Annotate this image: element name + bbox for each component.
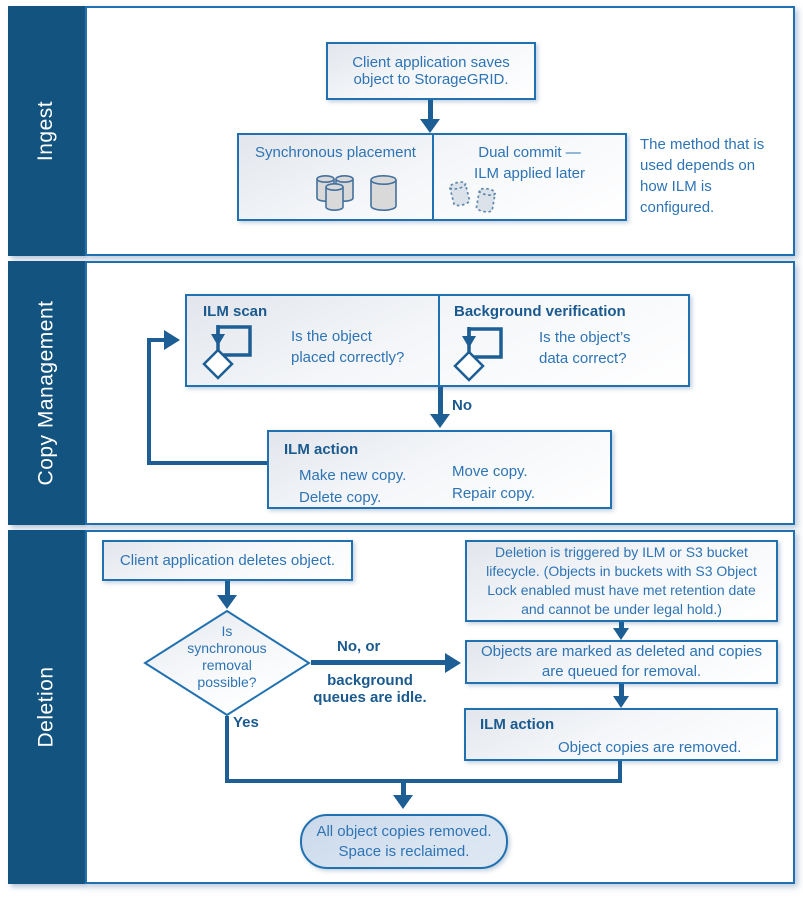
arrow-save-to-placement-line — [428, 100, 433, 121]
arrow-save-to-placement-head — [420, 119, 440, 133]
background-verification-question — [539, 327, 630, 369]
deletion-lane-label: Deletion — [34, 666, 58, 748]
decision-line: possible? — [197, 674, 257, 690]
band-label-wrap — [8, 6, 85, 256]
background-queues-label — [306, 672, 434, 706]
dual-commit-line: ILM applied later — [474, 165, 585, 182]
method-note-line: used depends on — [640, 157, 756, 174]
ilm-action-item: Move copy. — [452, 463, 528, 480]
arrow-to-terminal-head — [393, 795, 413, 809]
removal-path-vertical — [618, 761, 622, 781]
scan-verification-divider — [438, 296, 440, 385]
marked-deleted-box — [465, 640, 778, 684]
background-queues-line: background — [327, 672, 413, 689]
trigger-line: Deletion is triggered by ILM or S3 bucket — [495, 544, 748, 560]
arrow-delete-to-decision-line — [225, 581, 230, 595]
band-label-wrap — [8, 530, 85, 884]
background-verification-title: Background verification — [454, 303, 626, 320]
ilm-action-col1 — [299, 465, 406, 509]
trigger-line: and cannot be under legal hold.) — [521, 601, 722, 617]
scan-loop-icon — [199, 320, 255, 380]
scan-loop-icon — [450, 322, 506, 382]
yes-label: Yes — [233, 714, 259, 731]
background-verification-question-line: Is the object’s — [539, 329, 631, 346]
method-note-line: configured. — [640, 199, 715, 216]
decision-line: removal — [202, 657, 252, 673]
arrow-marked-to-action-head — [613, 696, 629, 708]
arrow-trigger-to-marked-head — [613, 628, 629, 640]
deletion-trigger-box — [465, 540, 778, 622]
storage-cylinders-icon — [315, 173, 401, 217]
decision-line: synchronous — [187, 640, 267, 656]
loop-arrow-head — [164, 330, 180, 350]
synchronous-placement-label: Synchronous placement — [255, 144, 416, 161]
save-object-line: object to StorageGRID. — [353, 71, 509, 88]
ilm-action-col2 — [452, 461, 535, 505]
band-label-wrap — [8, 261, 85, 525]
no-label: No — [452, 397, 472, 414]
scan-verification-box — [185, 294, 690, 387]
marked-line: are queued for removal. — [541, 663, 702, 680]
marked-line: Objects are marked as deleted and copies — [481, 643, 762, 660]
save-object-box — [326, 42, 536, 100]
delete-object-box — [102, 540, 353, 581]
arrow-marked-to-action-line — [619, 684, 624, 696]
arrow-decision-no-line — [311, 660, 447, 665]
method-note-line: The method that is — [640, 136, 765, 153]
ilm-scan-title: ILM scan — [203, 303, 268, 320]
ilm-action-removal-title: ILM action — [480, 716, 555, 733]
ilm-action-item: Delete copy. — [299, 489, 382, 506]
loop-arrow-top-segment — [147, 338, 165, 342]
terminal-line: Space is reclaimed. — [338, 842, 470, 860]
arrow-verification-to-action-head — [430, 414, 450, 428]
ilm-action-removal-box — [464, 708, 778, 761]
converge-horizontal — [225, 779, 622, 783]
arrow-verification-to-action-line — [438, 387, 443, 415]
decision-line: Is — [221, 623, 233, 639]
ilm-action-item: Make new copy. — [299, 467, 407, 484]
delete-object-line: Client application deletes object. — [119, 552, 336, 569]
background-verification-question-line: data correct? — [539, 350, 627, 367]
trigger-line: lifecycle. (Objects in buckets with S3 Object — [486, 563, 757, 579]
background-queues-line: queues are idle. — [313, 689, 427, 706]
method-note — [640, 134, 764, 218]
all-copies-removed-terminal — [300, 814, 508, 869]
ilm-action-item: Repair copy. — [452, 485, 536, 502]
ilm-action-title: ILM action — [284, 441, 359, 458]
copy-management-lane-label: Copy Management — [34, 300, 58, 486]
section-band-ingest — [8, 6, 85, 256]
ilm-scan-question — [291, 326, 404, 368]
loop-arrow-bottom-segment — [149, 461, 267, 465]
dual-commit-line: Dual commit — — [478, 144, 581, 161]
section-band-copy-management — [8, 261, 85, 525]
sync-removal-decision-text — [143, 623, 311, 691]
loop-arrow-vertical-segment — [147, 338, 151, 465]
ilm-action-box — [267, 430, 612, 509]
ilm-scan-question-line: placed correctly? — [291, 349, 405, 366]
trigger-line: Lock enabled must have met retention date — [487, 582, 756, 598]
terminal-line: All object copies removed. — [316, 822, 492, 840]
ingest-lane-label: Ingest — [34, 100, 58, 162]
yes-path-vertical — [225, 716, 229, 781]
placement-options-box — [237, 133, 627, 221]
ilm-action-removal-text: Object copies are removed. — [558, 739, 742, 756]
no-or-label: No, or — [337, 638, 381, 655]
ilm-scan-question-line: Is the object — [291, 328, 372, 345]
dual-commit-dashed-cylinders-icon — [447, 177, 511, 221]
arrow-decision-no-head — [445, 653, 461, 673]
section-band-deletion — [8, 530, 85, 884]
method-note-line: how ILM is — [640, 178, 712, 195]
save-object-line: Client application saves — [352, 54, 510, 71]
arrow-delete-to-decision-head — [217, 595, 237, 609]
